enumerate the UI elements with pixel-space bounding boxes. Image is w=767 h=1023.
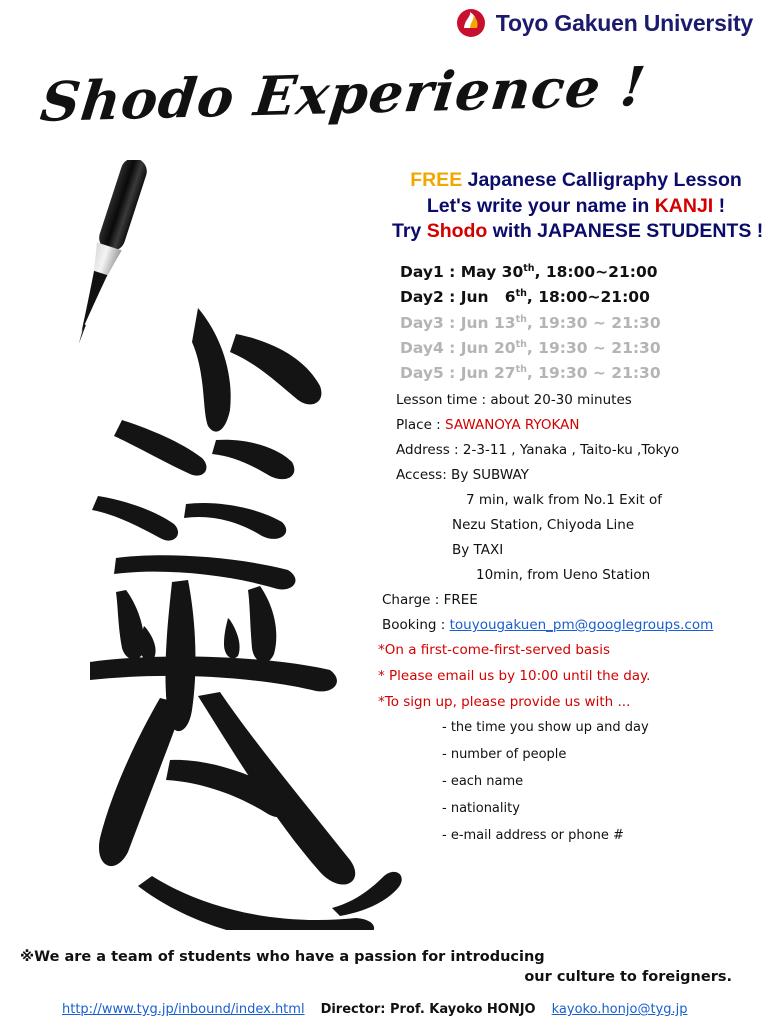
details-block <box>382 391 760 633</box>
day1-date: 30 <box>501 263 524 282</box>
address-text: Address : 2-3-11 , Yanaka , Taito-ku ,Tokyo <box>396 441 680 458</box>
place-label: Place : <box>396 416 446 433</box>
headline-line-3 <box>392 219 764 245</box>
day3-label: Day3 : <box>400 313 456 332</box>
university-name: Toyo Gakuen University <box>495 9 753 36</box>
day4-time: , 19:30 ~ 21:30 <box>526 338 661 357</box>
kanji-label: KANJI <box>654 194 714 217</box>
schedule-row-day4 <box>400 339 760 357</box>
headline-line-3-post: with JAPANESE STUDENTS ! <box>487 220 764 243</box>
day2-month: Jun <box>460 288 489 307</box>
day5-sup: th <box>515 363 527 375</box>
headline-line-1 <box>392 168 760 194</box>
booking-row <box>382 617 760 633</box>
director-email-link[interactable]: kayoko.honjo@tyg.jp <box>551 1002 688 1017</box>
day4-label: Day4 : <box>400 338 456 357</box>
charge-text: Charge : FREE <box>382 591 478 608</box>
booking-email-link[interactable]: touyougakuen_pm@googlegroups.com <box>449 616 714 633</box>
footer-note-line-2: our culture to foreigners. <box>524 969 732 985</box>
list-item: - nationality <box>442 800 520 816</box>
day5-month: Jun <box>460 363 489 382</box>
schedule-row-day3 <box>400 314 760 332</box>
day1-time: , 18:00~21:00 <box>534 263 658 282</box>
day1-sup: th <box>523 263 535 275</box>
place-value: SAWANOYA RYOKAN <box>445 416 580 433</box>
event-info-column <box>378 168 764 855</box>
headline-block <box>392 168 764 245</box>
footer-contact-bar <box>0 1002 767 1017</box>
day2-label: Day2 : <box>400 288 456 307</box>
headline-line-2-pre: Let's write your name in <box>426 194 655 217</box>
day2-date: 6 <box>504 288 516 307</box>
list-item: - each name <box>442 773 524 789</box>
headline-line-3-pre: Try <box>392 220 427 243</box>
headline-line-2 <box>392 194 760 220</box>
note-signup-info: *To sign up, please provide us with ... <box>378 693 631 710</box>
shodo-label: Shodo <box>426 220 488 243</box>
university-logo-bar <box>456 8 753 38</box>
day1-month: May <box>460 263 497 282</box>
toyo-gakuen-flame-logo-icon <box>456 8 486 38</box>
kanji-calligraphy-artwork <box>20 290 420 930</box>
day5-date: 27 <box>494 363 516 382</box>
schedule-row-day2 <box>400 288 760 306</box>
access-text: Access: By SUBWAY <box>396 466 529 483</box>
day3-sup: th <box>515 313 527 325</box>
subway-detail-line-2: Nezu Station, Chiyoda Line <box>452 516 635 533</box>
day5-time: , 19:30 ~ 21:30 <box>526 363 661 382</box>
list-item: - e-mail address or phone # <box>442 827 624 843</box>
day1-label: Day1 : <box>400 263 456 282</box>
note-first-come: *On a first-come-first-served basis <box>378 641 611 658</box>
day5-label: Day5 : <box>400 363 456 382</box>
schedule-row-day5 <box>400 364 760 382</box>
day3-month: Jun <box>460 313 489 332</box>
day2-sup: th <box>515 288 527 300</box>
notes-block <box>378 642 760 710</box>
note-email-deadline: * Please email us by 10:00 until the day. <box>378 667 651 684</box>
lesson-time-text: Lesson time : about 20-30 minutes <box>396 391 632 408</box>
taxi-detail-text: 10min, from Ueno Station <box>476 566 651 583</box>
free-label: FREE <box>410 169 463 191</box>
day3-date: 13 <box>494 313 516 332</box>
website-link[interactable]: http://www.tyg.jp/inbound/index.html <box>62 1002 305 1017</box>
signup-requirements-list <box>392 720 760 843</box>
footer-note-line-1: ※We are a team of students who have a passion for introducing <box>20 949 545 965</box>
headline-line-2-post: ! <box>713 194 726 217</box>
day4-month: Jun <box>460 338 489 357</box>
headline-line-1-rest: Japanese Calligraphy Lesson <box>462 169 742 191</box>
page-title: Shodo Experience ! <box>37 54 650 134</box>
footer-passion-note <box>20 949 750 985</box>
list-item: - number of people <box>442 746 567 762</box>
day4-sup: th <box>515 338 527 350</box>
day4-date: 20 <box>494 338 516 357</box>
booking-label: Booking : <box>382 616 450 633</box>
schedule-row-day1 <box>400 263 760 281</box>
subway-detail-line-1: 7 min, walk from No.1 Exit of <box>466 491 662 508</box>
list-item: - the time you show up and day <box>442 719 649 735</box>
day3-time: , 19:30 ~ 21:30 <box>526 313 661 332</box>
director-label: Director: Prof. Kayoko HONJO <box>320 1002 536 1017</box>
place-row <box>396 417 760 433</box>
schedule-list <box>392 263 760 382</box>
day2-time: , 18:00~21:00 <box>526 288 650 307</box>
taxi-text: By TAXI <box>452 541 504 558</box>
